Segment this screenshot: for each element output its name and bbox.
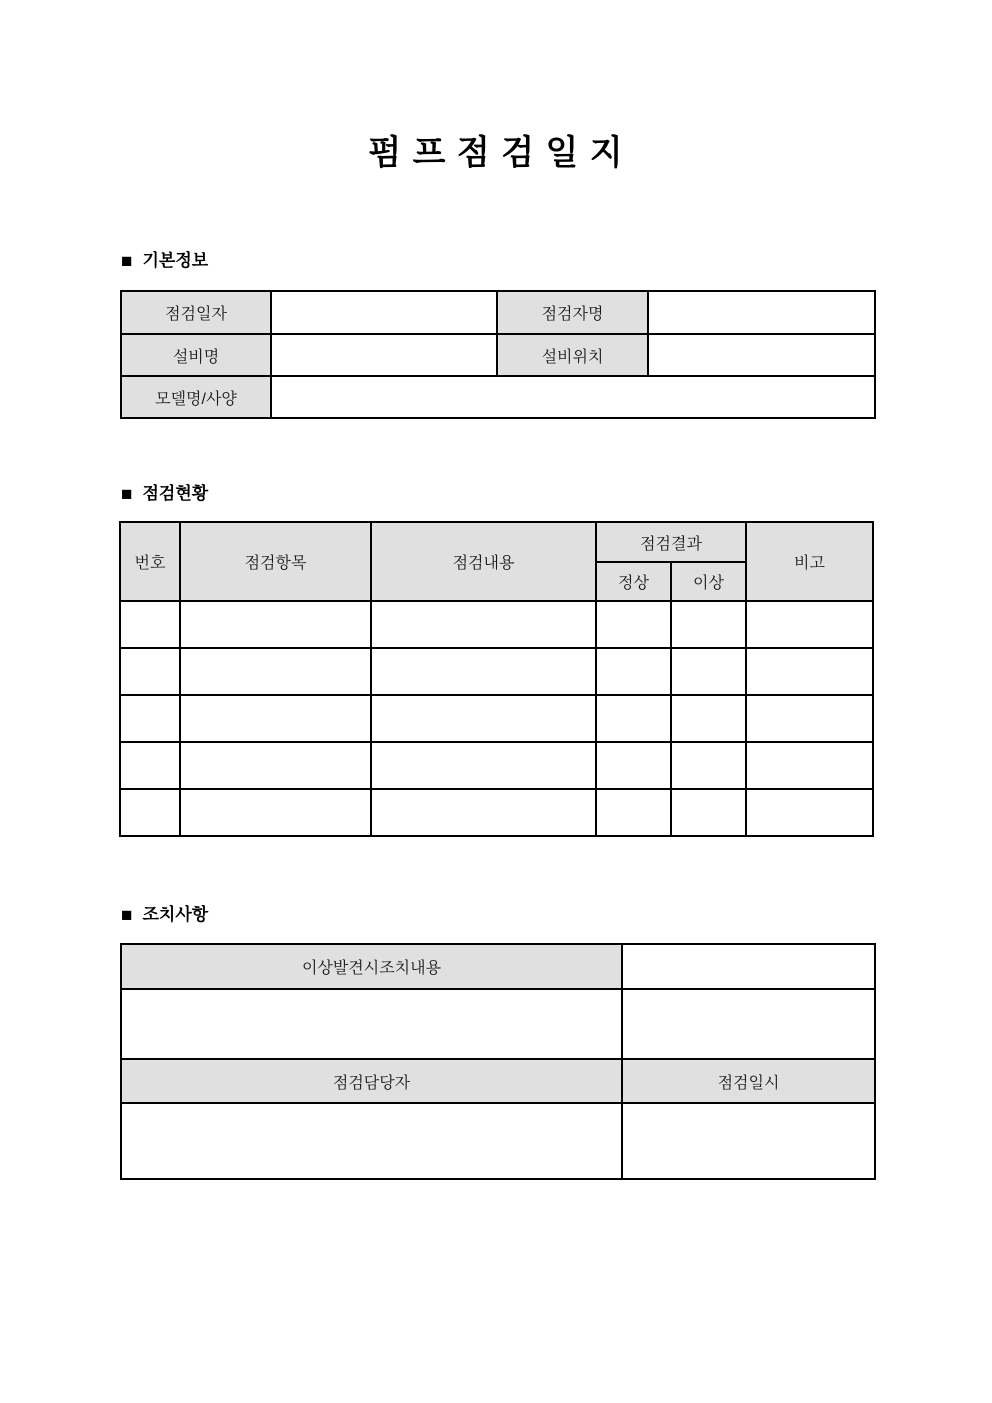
- model-spec-value-cell: [271, 376, 875, 418]
- inspection-empty-cell: [746, 601, 873, 648]
- inspection-datetime-value-cell: [622, 1103, 875, 1179]
- abnormal-action-label: 이상발견시조치내용: [121, 944, 622, 989]
- actions-row-3: [121, 1059, 875, 1103]
- status-header-row-1: [120, 522, 873, 562]
- section-heading-actions: [121, 905, 208, 925]
- inspection-empty-cell: [371, 742, 596, 789]
- col-header-remarks: 비고: [746, 522, 873, 601]
- inspector-name-value-cell: [648, 291, 875, 334]
- inspection-empty-cell: [671, 742, 746, 789]
- inspection-empty-cell: [596, 648, 671, 695]
- model-spec-label: 모델명/사양: [121, 376, 271, 418]
- inspector-name-label: 점검자명: [497, 291, 648, 334]
- section-heading-actions-label: 조치사항: [142, 905, 209, 924]
- inspection-empty-cell: [671, 789, 746, 836]
- inspection-datetime-label: 점검일시: [622, 1059, 875, 1103]
- actions-row-4: [121, 1103, 875, 1179]
- inspection-empty-cell: [671, 601, 746, 648]
- inspection-status-table: [119, 521, 874, 837]
- section-bullet-icon: ■: [121, 250, 133, 272]
- inspection-date-value-cell: [271, 291, 497, 334]
- inspection-empty-cell: [120, 789, 180, 836]
- basic-info-row-1: [121, 291, 875, 334]
- section-bullet-icon: ■: [121, 904, 133, 926]
- inspection-empty-cell: [671, 695, 746, 742]
- inspection-empty-cell: [596, 742, 671, 789]
- basic-info-row-2: [121, 334, 875, 376]
- inspection-empty-cell: [120, 601, 180, 648]
- inspection-empty-cell: [671, 648, 746, 695]
- abnormal-action-side-cell: [622, 944, 875, 989]
- inspection-empty-row: [120, 695, 873, 742]
- inspector-in-charge-value-cell: [121, 1103, 622, 1179]
- inspection-empty-cell: [180, 695, 371, 742]
- basic-info-row-3: [121, 376, 875, 418]
- inspector-in-charge-label: 점검담당자: [121, 1059, 622, 1103]
- actions-row-2: [121, 989, 875, 1059]
- section-heading-basic-info: [121, 251, 208, 271]
- inspection-date-label: 점검일자: [121, 291, 271, 334]
- inspection-empty-cell: [180, 601, 371, 648]
- col-header-abnormal: 이상: [671, 562, 746, 601]
- inspection-empty-cell: [746, 695, 873, 742]
- col-header-content: 점검내용: [371, 522, 596, 601]
- actions-table: [120, 943, 876, 1180]
- inspection-table-body: [120, 601, 873, 836]
- inspection-empty-cell: [746, 648, 873, 695]
- col-header-item: 점검항목: [180, 522, 371, 601]
- inspection-empty-cell: [746, 789, 873, 836]
- inspection-empty-cell: [596, 695, 671, 742]
- inspection-empty-cell: [371, 695, 596, 742]
- document-title: 펌 프 점 검 일 지: [368, 134, 624, 172]
- inspection-empty-cell: [371, 601, 596, 648]
- equipment-location-label: 설비위치: [497, 334, 648, 376]
- basic-info-table: [120, 290, 876, 419]
- section-heading-inspection-status-label: 점검현황: [142, 484, 209, 503]
- inspection-empty-row: [120, 742, 873, 789]
- inspection-empty-row: [120, 789, 873, 836]
- inspection-empty-cell: [371, 789, 596, 836]
- abnormal-action-content-cell: [121, 989, 622, 1059]
- inspection-empty-cell: [746, 742, 873, 789]
- inspection-empty-cell: [120, 695, 180, 742]
- inspection-empty-cell: [180, 648, 371, 695]
- actions-row-1: [121, 944, 875, 989]
- section-heading-basic-info-label: 기본정보: [142, 251, 209, 270]
- abnormal-action-content-side-cell: [622, 989, 875, 1059]
- inspection-empty-row: [120, 648, 873, 695]
- inspection-empty-cell: [120, 742, 180, 789]
- inspection-empty-cell: [120, 648, 180, 695]
- col-header-normal: 정상: [596, 562, 671, 601]
- inspection-empty-cell: [596, 601, 671, 648]
- inspection-empty-cell: [596, 789, 671, 836]
- equipment-location-value-cell: [648, 334, 875, 376]
- inspection-empty-row: [120, 601, 873, 648]
- section-heading-inspection-status: [121, 484, 208, 504]
- inspection-empty-cell: [180, 742, 371, 789]
- equipment-name-value-cell: [271, 334, 497, 376]
- equipment-name-label: 설비명: [121, 334, 271, 376]
- inspection-empty-cell: [180, 789, 371, 836]
- col-header-no: 번호: [120, 522, 180, 601]
- section-bullet-icon: ■: [121, 483, 133, 505]
- inspection-empty-cell: [371, 648, 596, 695]
- col-header-result: 점검결과: [596, 522, 746, 562]
